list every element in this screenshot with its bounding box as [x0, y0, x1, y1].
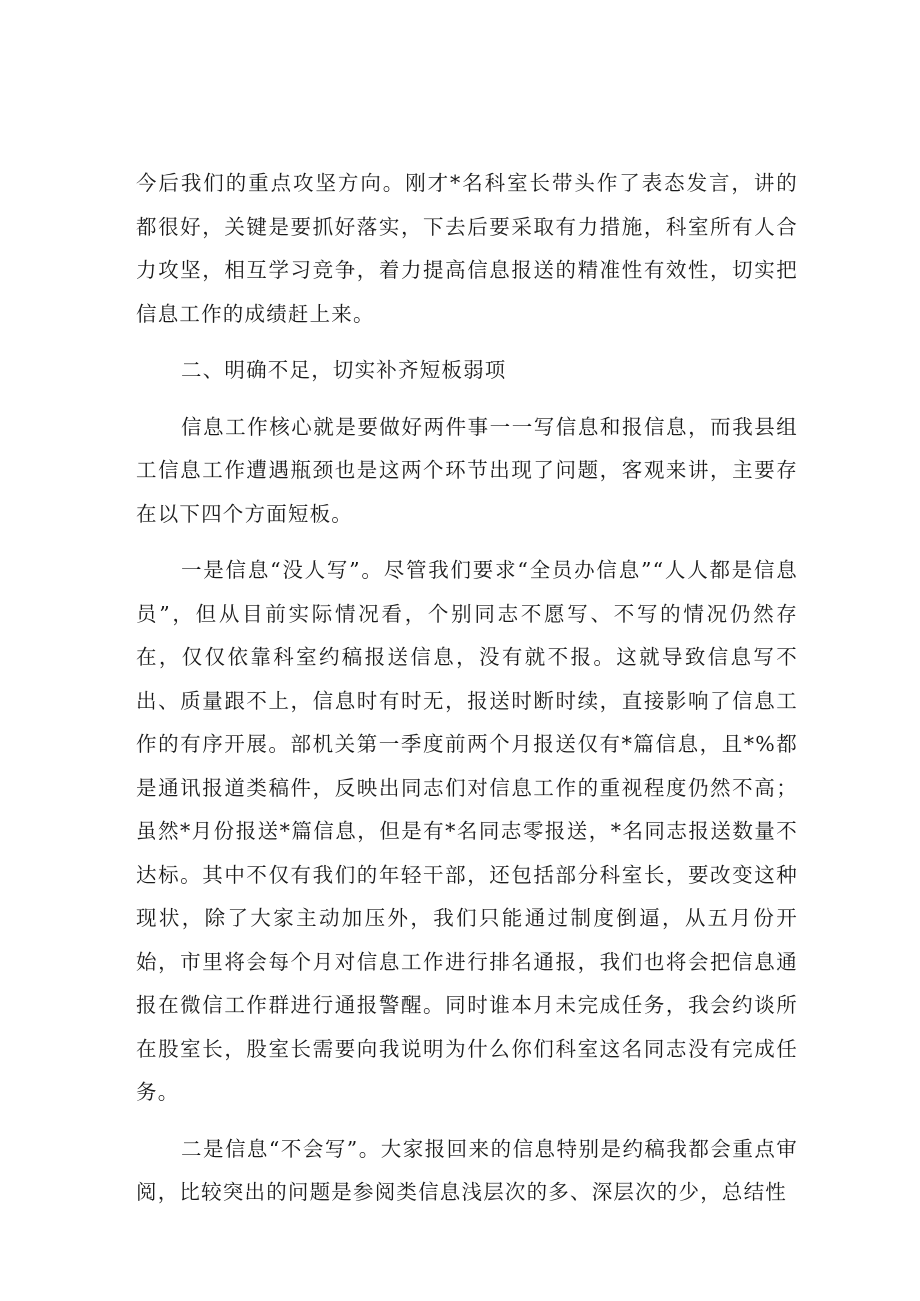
paragraph-continuation: 今后我们的重点攻坚方向。刚才*名科室长带头作了表态发言，讲的都很好，关键是要抓好落实，下去后要采取有力措施，科室所有人合力攻坚，相互学习竞争，着力提高信息报送的精准性有效性，切实把信息工作的成绩赶上来。 — [136, 171, 798, 326]
section-heading: 二、明确不足，切实补齐短板弱项 — [181, 358, 507, 382]
paragraph-point-two: 二是信息“不会写”。大家报回来的信息特别是约稿我都会重点审阅，比较突出的问题是参阅类信息浅层次的多、深层次的少，总结性 — [136, 1136, 798, 1204]
paragraph-intro: 信息工作核心就是要做好两件事一一写信息和报信息，而我县组工信息工作遭遇瓶颈也是这两个环节出现了问题，客观来讲，主要存在以下四个方面短板。 — [136, 414, 798, 526]
document-page — [136, 162, 798, 1215]
paragraph-point-one: 一是信息“没人写”。尽管我们要求“全员办信息”“人人都是信息员”，但从目前实际情况看，个别同志不愿写、不写的情况仍然存在，仅仅依靠科室约稿报送信息，没有就不报。这就导致信息写不出、质量跟不上，信息时有时无，报送时断时续，直接影响了信息工作的有序开展。部机关第一季度前两个月报送仅有*篇信息，且*%都是通讯报道类稿件，反映出同志们对信息工作的重视程度仍然不高；虽然*月份报送*篇信息，但是有*名同志零报送，*名同志报送数量不达标。其中不仅有我们的年轻干部，还包括部分科室长，要改变这种现状，除了大家主动加压外，我们只能通过制度倒逼，从五月份开始，市里将会每个月对信息工作进行排名通报，我们也将会把信息通报在微信工作群进行通报警醒。同时谁本月未完成任务，我会约谈所在股室长，股室长需要向我说明为什么你们科室这名同志没有完成任务。 — [136, 558, 798, 1104]
